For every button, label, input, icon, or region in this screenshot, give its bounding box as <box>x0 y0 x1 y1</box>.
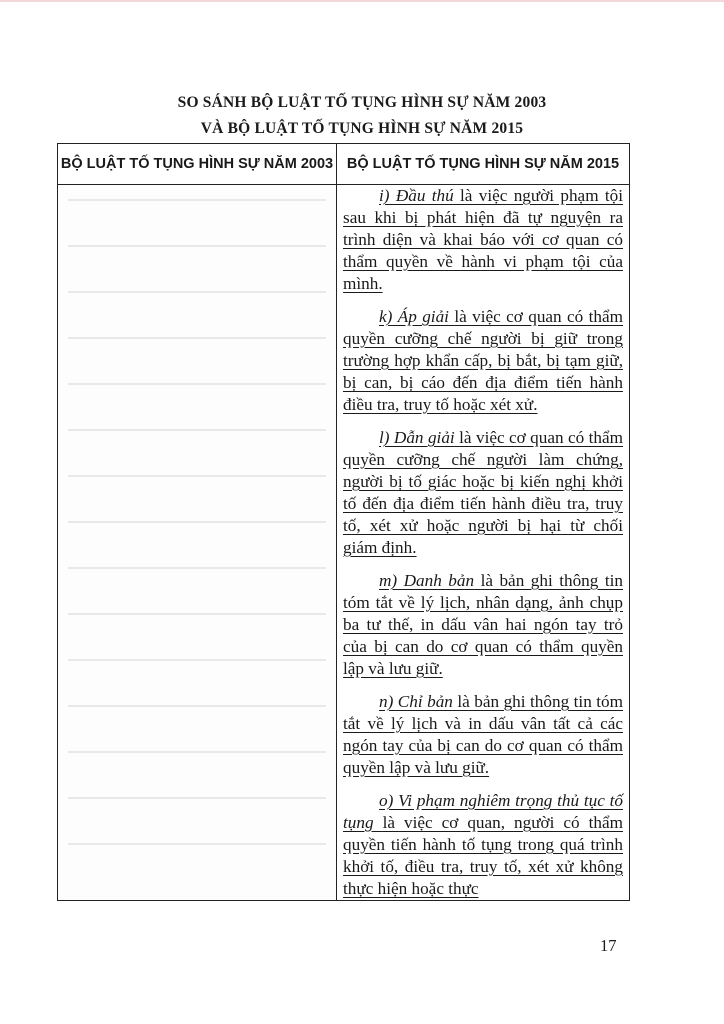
bleed-through-line <box>68 797 326 799</box>
bleed-through-line <box>68 199 326 201</box>
bleed-through-line <box>68 383 326 385</box>
definition-text: là bản ghi thông tin tóm tắt về lý lịch, nhân dạng, ảnh chụp ba tư thế, in dấu vân hai ngón tay trỏ của bị can do cơ quan có thẩm quyền lập và lưu giữ. <box>343 571 623 678</box>
definition-l <box>343 427 623 559</box>
term-dan-giai: l) Dẫn giải <box>379 428 455 447</box>
term-dau-thu: i) Đầu thú <box>379 186 454 205</box>
document-title-line-2: VÀ BỘ LUẬT TỐ TỤNG HÌNH SỰ NĂM 2015 <box>200 120 524 137</box>
definition-text: là việc cơ quan có thẩm quyền cưỡng chế người bị giữ trong trường hợp khẩn cấp, bị bắt, bị tạm giữ, bị can, bị cáo đến địa điểm tiến hành điều tra, truy tố hoặc xét xử. <box>343 307 624 414</box>
term-chi-ban: n) Chỉ bản <box>379 692 453 711</box>
term-danh-ban: m) Danh bản <box>379 571 475 590</box>
bleed-through-line <box>68 843 326 845</box>
page-top-edge <box>0 0 724 2</box>
definition-o <box>343 790 623 900</box>
table-row <box>58 185 630 901</box>
comparison-table <box>57 143 630 901</box>
document-title-line-1: SO SÁNH BỘ LUẬT TỐ TỤNG HÌNH SỰ NĂM 2003 <box>177 94 547 111</box>
definition-text: là bản ghi thông tin tóm tắt về lý lịch và in dấu vân tất cả các ngón tay của bị can do cơ quan có thẩm quyền lập và lưu giữ. <box>343 692 624 777</box>
bleed-through-line <box>68 245 326 247</box>
term-ap-giai: k) Áp giải <box>379 307 449 326</box>
bleed-through-line <box>68 291 326 293</box>
header-2015: BỘ LUẬT TỐ TỤNG HÌNH SỰ NĂM 2015 <box>337 144 630 185</box>
table-header-row <box>58 144 630 185</box>
bleed-through-line <box>68 567 326 569</box>
definition-i <box>343 185 623 295</box>
header-2003: BỘ LUẬT TỐ TỤNG HÌNH SỰ NĂM 2003 <box>58 144 337 185</box>
definition-text: là việc cơ quan, người có thẩm quyền tiến hành tố tụng trong quá trình khởi tố, điều tra, truy tố, xét xử không thực hiện hoặc thực <box>343 813 624 898</box>
column-2003-cell-empty <box>58 185 337 901</box>
column-2015-cell <box>337 185 630 901</box>
bleed-through-line <box>68 705 326 707</box>
bleed-through-line <box>68 613 326 615</box>
bleed-through-line <box>68 337 326 339</box>
page-number: 17 <box>600 936 617 955</box>
bleed-through-line <box>68 751 326 753</box>
definition-text: là việc người phạm tội sau khi bị phát hiện đã tự nguyện ra trình diện và khai báo với cơ quan có thẩm quyền về hành vi phạm tội của mình. <box>343 186 624 293</box>
term-vi-pham-nghiem-trong: o) Vi phạm nghiêm trọng thủ tục tố tụng <box>343 791 623 832</box>
bleed-through-line <box>68 429 326 431</box>
definition-text: là việc cơ quan có thẩm quyền cưỡng chế người làm chứng, người bị tố giác hoặc bị kiến nghị khởi tố đến địa điểm tiến hành điều tra, truy tố, xét xử hoặc người bị hại từ chối giám định. <box>343 428 624 557</box>
definition-n <box>343 691 623 779</box>
definition-k <box>343 306 623 416</box>
bleed-through-line <box>68 475 326 477</box>
bleed-through-line <box>68 521 326 523</box>
definition-m <box>343 570 623 680</box>
bleed-through-line <box>68 659 326 661</box>
